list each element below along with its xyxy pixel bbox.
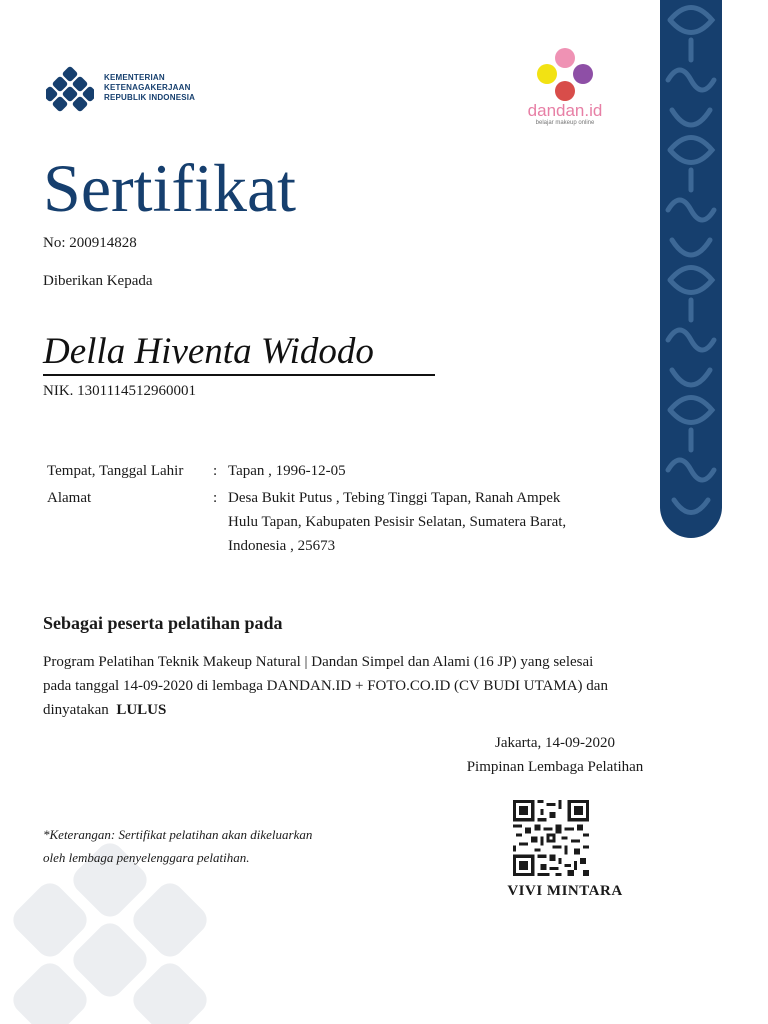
ornament-pattern-icon	[660, 0, 722, 538]
signer-name: VIVI MINTARA	[507, 883, 623, 899]
training-heading: Sebagai peserta pelatihan pada	[43, 613, 283, 633]
signature-role: Pimpinan Lembaga Pelatihan	[466, 759, 644, 775]
dandan-tagline: belajar makeup online	[535, 120, 595, 126]
decorative-band	[660, 0, 722, 538]
ministry-line-1: KEMENTERIAN	[104, 73, 165, 82]
address-label: Alamat	[47, 490, 92, 506]
recipient-underline	[43, 374, 435, 376]
footnote-line-1: *Keterangan: Sertifikat pelatihan akan dikeluarkan	[43, 827, 313, 842]
birth-value: Tapan , 1996-12-05	[228, 463, 346, 479]
footnote	[43, 823, 312, 869]
ministry-logo-icon	[46, 66, 94, 114]
dandan-brand-name: dandan.id	[527, 101, 603, 120]
ministry-line-3: REPUBLIK INDONESIA	[104, 93, 196, 102]
nik-number: NIK. 1301114512960001	[43, 383, 197, 399]
address-colon: :	[213, 490, 218, 506]
ministry-name	[104, 73, 195, 103]
certificate-title: Sertifikat	[43, 150, 297, 226]
training-result: LULUS	[116, 702, 167, 718]
ministry-line-2: KETENAGAKERJAAN	[104, 83, 191, 92]
address-value: Desa Bukit Putus , Tebing Tinggi Tapan, Ranah Ampek Hulu Tapan, Kabupaten Pesisir Selatan, Sumatera Barat, Indonesia , 25673	[228, 490, 567, 554]
training-description	[43, 650, 623, 722]
recipient-name: Della Hiventa Widodo	[43, 331, 374, 372]
signature-place-date: Jakarta, 14-09-2020	[495, 735, 615, 751]
given-to-label: Diberikan Kepada	[43, 273, 153, 289]
certificate-number: No: 200914828	[43, 235, 137, 251]
dandan-logo-icon	[534, 46, 596, 104]
birth-colon: :	[213, 463, 218, 479]
footnote-line-2: oleh lembaga penyelenggara pelatihan.	[43, 850, 250, 865]
birth-label: Tempat, Tanggal Lahir	[47, 463, 184, 479]
qr-code-icon	[513, 800, 589, 876]
training-text: Program Pelatihan Teknik Makeup Natural | Dandan Simpel dan Alami (16 JP) yang selesai pada tanggal 14-09-2020 di lembaga DANDAN.ID + FOTO.CO.ID (CV BUDI UTAMA) dan dinyatakan	[43, 654, 608, 718]
